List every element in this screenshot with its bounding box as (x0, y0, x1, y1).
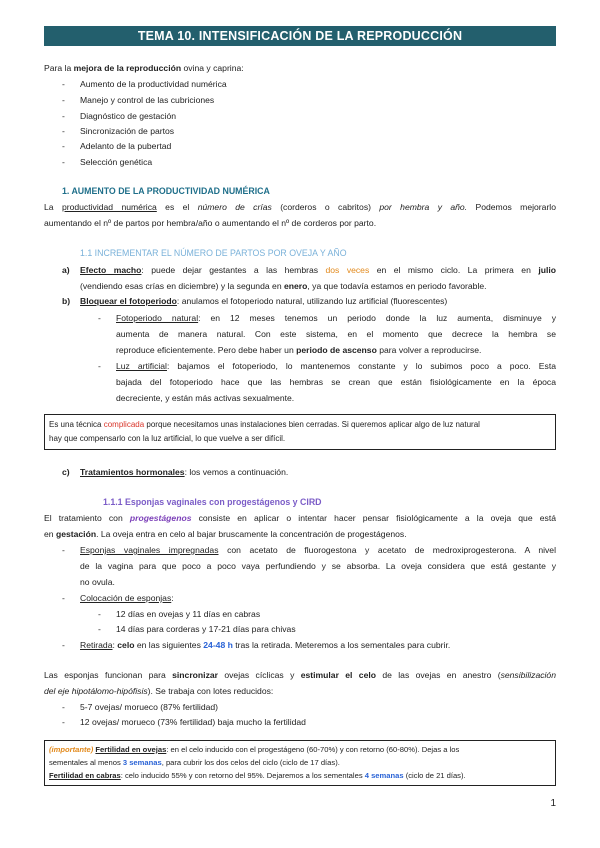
item-label-c: c) (62, 467, 70, 477)
list-dash: - (62, 717, 65, 727)
list-item: Adelanto de la pubertad (80, 141, 172, 151)
text-italic: sensibilización (500, 670, 556, 680)
text-underlined: Tratamientos hormonales (80, 467, 185, 477)
paragraph-line (80, 296, 447, 307)
text-bold: julio (538, 265, 556, 275)
text: (ciclo de 21 días). (403, 771, 466, 780)
list-item: Manejo y control de las cubriciones (80, 95, 215, 105)
text: para volver a reproducirse. (376, 345, 482, 355)
text-highlight: 4 semanas (364, 771, 404, 780)
text-underlined: Fotoperiodo natural (116, 313, 199, 323)
paragraph-line (44, 202, 556, 213)
text: reproduce eficientemente. Pero debe haber un (116, 345, 297, 355)
note-line (49, 757, 340, 768)
text: : en el celo inducido con el progestágeno (60-70%) y con retorno (60-80%). Dejas a los (166, 745, 460, 754)
text: en el mismo ciclo. La primera en (369, 265, 539, 275)
text-underlined: Retirada (80, 640, 113, 650)
text-underlined: Efecto macho (80, 265, 142, 275)
list-dash: - (62, 141, 65, 151)
paragraph-line (80, 593, 174, 604)
text: consiste en aplicar o intentar hacer pensar fisiológicamente a la oveja que está (191, 513, 556, 523)
paragraph-line (116, 345, 481, 356)
text-bold: gestación (55, 529, 97, 539)
intro-text-end: ovina y caprina: (181, 63, 244, 73)
text: (vendiendo esas crías en diciembre) y la segunda en (80, 281, 284, 291)
text-underlined: Esponjas vaginales impregnadas (80, 545, 219, 555)
text: Podemos mejorarlo (467, 202, 556, 212)
list-dash: - (98, 313, 101, 323)
text: : anulamos el fotoperiodo natural, utilizando luz artificial (fluorescentes) (176, 296, 448, 306)
text: en las siguientes (134, 640, 204, 650)
text-highlight: progestágenos (129, 513, 192, 523)
paragraph-line (80, 265, 556, 276)
list-dash: - (62, 545, 65, 555)
text: : en 12 meses tenemos un periodo donde la luz aumenta, disminuye y (198, 313, 556, 323)
text-bold: estimular el celo (300, 670, 376, 680)
text: : puede dejar gestantes a las hembras (141, 265, 326, 275)
text-bold: celo (117, 640, 135, 650)
text-underlined: Bloquear el fotoperiodo (80, 296, 177, 306)
paragraph-line: aumenta de manera natural. Con este sistema, en el momento que decrece la hembra se (116, 329, 556, 339)
intro-text: Para la (44, 63, 74, 73)
page-title: TEMA 10. INTENSIFICACIÓN DE LA REPRODUCCIÓN (44, 26, 556, 46)
text: ovejas cíclicas y (218, 670, 301, 680)
text: : (112, 640, 118, 650)
text: sementales al menos (49, 758, 123, 767)
list-dash: - (62, 157, 65, 167)
list-dash: - (62, 111, 65, 121)
text: de las ovejas en anestro ( (376, 670, 501, 680)
list-item: Selección genética (80, 157, 153, 167)
paragraph-line (80, 281, 487, 292)
text-highlight: (importante) (49, 745, 94, 754)
note-line (49, 770, 466, 781)
section-heading-1-1: 1.1 INCREMENTAR EL NÚMERO DE PARTOS POR OVEJA Y AÑO (80, 248, 347, 258)
list-dash: - (98, 624, 101, 634)
text-highlight: complicada (103, 420, 145, 429)
text: . La oveja entra en celo al bajar bruscamente la concentración de progestágenos. (96, 529, 407, 539)
text: Es una técnica (49, 420, 104, 429)
paragraph-line: decreciente, y están más activas sexualmente. (116, 393, 295, 403)
list-item: 12 ovejas/ morueco (73% fertilidad) baja mucho la fertilidad (80, 717, 306, 727)
text: : celo inducido 55% y con retorno del 95%. Dejaremos a los sementales (120, 771, 365, 780)
list-item: Aumento de la productividad numérica (80, 79, 227, 89)
text: : bajamos el fotoperiodo, lo mantenemos constante y lo subimos poco a poco. Esta (166, 361, 556, 371)
text: en (44, 529, 56, 539)
text: tras la retirada. Meteremos a los sementales para cubrir. (232, 640, 451, 650)
text-highlight: 24-48 h (203, 640, 233, 650)
paragraph-line (44, 670, 556, 681)
page-number: 1 (550, 798, 556, 809)
text: El tratamiento con (44, 513, 130, 523)
text-bold: sincronizar (172, 670, 218, 680)
text-highlight: dos veces (325, 265, 370, 275)
text: La (44, 202, 62, 212)
paragraph-line: aumentando el nº de partos por hembra/año o aumentando el nº de corderos por parto. (44, 218, 377, 228)
paragraph-line (44, 686, 273, 697)
paragraph-line (80, 467, 288, 478)
text: porque necesitamos unas instalaciones bien cerradas. Si queremos aplicar algo de luz natural (144, 420, 480, 429)
text-underlined: Fertilidad en cabras (49, 771, 121, 780)
list-dash: - (62, 79, 65, 89)
note-line (49, 744, 459, 755)
list-item: 5-7 ovejas/ morueco (87% fertilidad) (80, 702, 219, 712)
paragraph-line (80, 640, 450, 651)
text: , ya que todavía estamos en periodo favorable. (307, 281, 487, 291)
paragraph-line (116, 313, 556, 324)
text: ). Se trabaja con lotes reducidos: (147, 686, 274, 696)
note-line (49, 419, 480, 430)
text-highlight: 3 semanas (122, 758, 162, 767)
item-label-b: b) (62, 296, 71, 306)
text-bold: periodo de ascenso (296, 345, 377, 355)
text: con acetato de fluorogestona y acetato de medroxiprogesterona. A nivel (218, 545, 556, 555)
list-item: 14 días para corderas y 17-21 días para chivas (116, 624, 296, 634)
text-underlined: Fertilidad en ovejas (95, 745, 167, 754)
list-item: 12 días en ovejas y 11 días en cabras (116, 609, 261, 619)
text: (corderos o cabritos) (271, 202, 380, 212)
text: : los vemos a continuación. (184, 467, 289, 477)
list-dash: - (62, 95, 65, 105)
list-dash: - (98, 361, 101, 371)
paragraph-line: no ovula. (80, 577, 115, 587)
list-item: Diagnóstico de gestación (80, 111, 177, 121)
list-dash: - (62, 126, 65, 136)
text-underlined: Luz artificial (116, 361, 167, 371)
section-heading-1: 1. AUMENTO DE LA PRODUCTIVIDAD NUMÉRICA (62, 186, 270, 196)
text-italic: por hembra y año. (379, 202, 468, 212)
paragraph-line (44, 529, 407, 540)
paragraph-line (44, 513, 556, 524)
list-dash: - (62, 702, 65, 712)
text: : (171, 593, 174, 603)
text-underlined: Colocación de esponjas (80, 593, 172, 603)
text-italic: número de crías (197, 202, 272, 212)
list-dash: - (98, 609, 101, 619)
item-label-a: a) (62, 265, 70, 275)
intro-line (44, 63, 244, 74)
paragraph-line: de la vagina para que poco a poco vaya perfundiendo y se absorba. La oveja considera que está gestante y (80, 561, 556, 571)
section-heading-1-1-1: 1.1.1 Esponjas vaginales con progestágenos y CIRD (103, 497, 322, 507)
paragraph-line (80, 545, 556, 556)
text-underlined: productividad numérica (61, 202, 157, 212)
paragraph-line (116, 361, 556, 372)
list-dash: - (62, 593, 65, 603)
text: , para cubrir los dos celos del ciclo (ciclo de 17 días). (161, 758, 340, 767)
text-italic: del eje hipotálomo-hipófisis (44, 686, 148, 696)
intro-bold: mejora de la reproducción (73, 63, 182, 73)
text-bold: enero (283, 281, 308, 291)
paragraph-line: bajada del fotoperiodo hace que las hembras se crean que están fisiológicamente en la época (116, 377, 556, 387)
text: Las esponjas funcionan para (44, 670, 173, 680)
text: es el (156, 202, 198, 212)
list-dash: - (62, 640, 65, 650)
note-line: hay que compensarlo con la luz artificial, lo que vuelve a ser difícil. (49, 434, 286, 443)
list-item: Sincronización de partos (80, 126, 175, 136)
